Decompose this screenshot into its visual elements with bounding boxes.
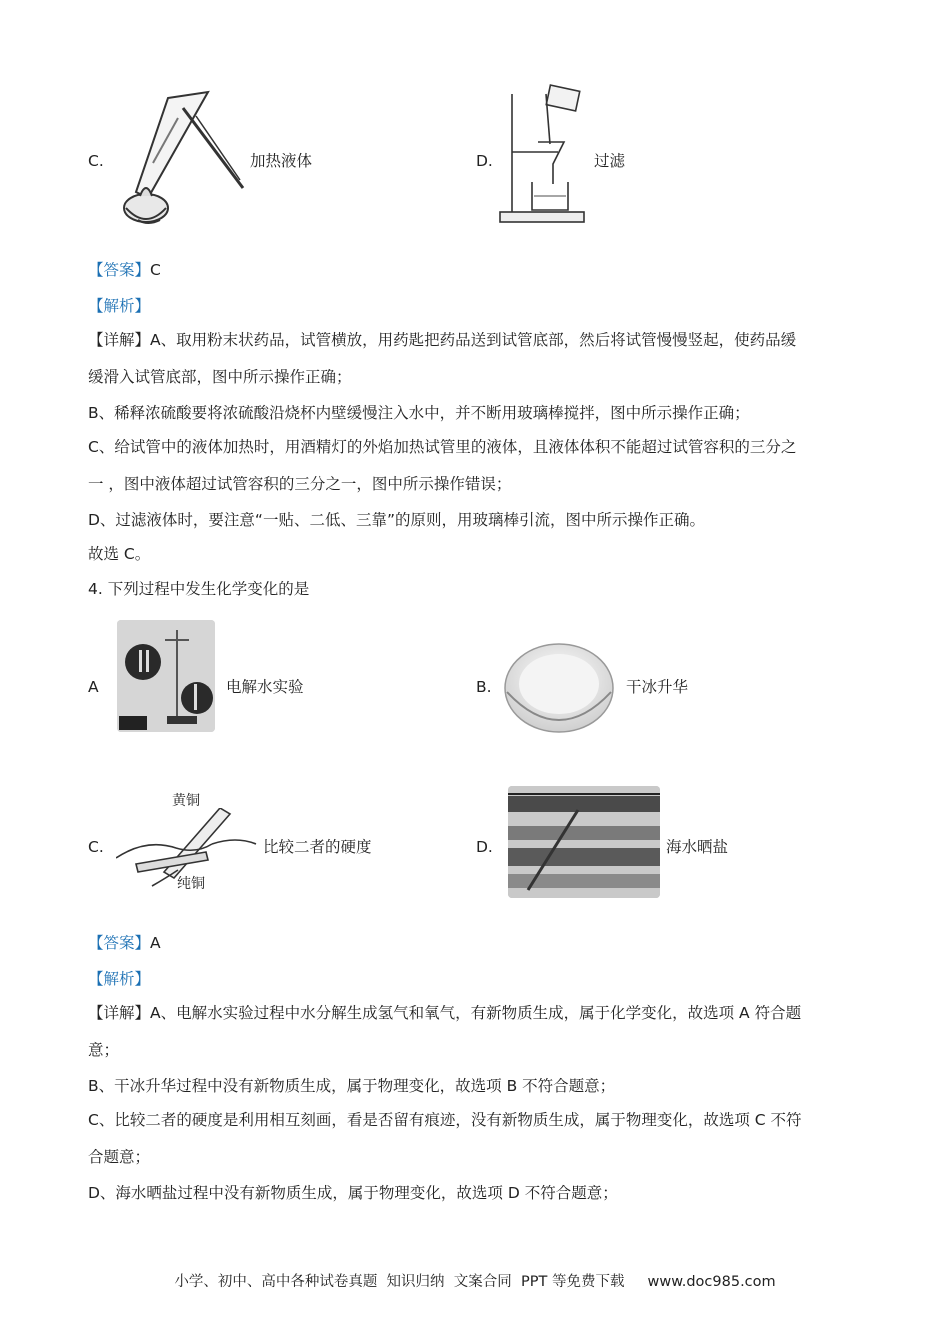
q3-analysis-tag: 【解析】 xyxy=(88,297,151,315)
q3-answer-value: C xyxy=(150,261,161,279)
q3-answer-tag: 【答案】 xyxy=(88,261,151,279)
q4-option-a-caption: 电解水实验 xyxy=(226,678,304,696)
q3-detail-line: D、过滤液体时，要注意“一贴、二低、三靠”的原则，用玻璃棒引流，图中所示操作正确。 xyxy=(88,511,705,529)
q4-option-d-caption: 海水晒盐 xyxy=(666,838,729,856)
q4-option-c-letter: C. xyxy=(88,838,104,856)
q3-detail-line: 【详解】A、取用粉末状药品，试管横放，用药匙把药品送到试管底部，然后将试管慢慢竖起，使药品缓 xyxy=(88,331,797,349)
q3-detail-line: 故选 C。 xyxy=(88,545,151,563)
heating-liquid-figure xyxy=(108,88,248,230)
electrolysis-photo xyxy=(117,620,215,732)
q4-option-b-letter: B. xyxy=(476,678,492,696)
q3-detail-line: 一 ，图中液体超过试管容积的三分之一，图中所示操作错误； xyxy=(88,475,512,493)
q3-answer-row xyxy=(88,259,161,281)
q4-option-a-letter: A xyxy=(88,678,99,696)
q4-option-d-letter: D. xyxy=(476,838,493,856)
q3-detail-line: C、给试管中的液体加热时，用酒精灯的外焰加热试管里的液体，且液体体积不能超过试管容积的三分之 xyxy=(88,438,797,456)
q4-question: 4. 下列过程中发生化学变化的是 xyxy=(88,580,310,598)
q4-detail-line: 意； xyxy=(88,1041,120,1059)
q4-answer-row xyxy=(88,932,161,954)
pure-copper-label: 纯铜 xyxy=(177,876,205,892)
q4-answer-value: A xyxy=(150,934,161,952)
brass-label: 黄铜 xyxy=(172,793,200,809)
q4-analysis-tag: 【解析】 xyxy=(88,970,151,988)
q4-detail-line: 【详解】A、电解水实验过程中水分解生成氢气和氧气，有新物质生成，属于化学变化，故选项 A 符合题 xyxy=(88,1004,802,1022)
q4-answer-tag: 【答案】 xyxy=(88,934,151,952)
q4-detail-line: B、干冰升华过程中没有新物质生成，属于物理变化，故选项 B 不符合题意； xyxy=(88,1077,616,1095)
option-d-caption: 过滤 xyxy=(594,152,626,170)
q4-detail-line: 合题意； xyxy=(88,1148,151,1166)
q4-detail-line: D、海水晒盐过程中没有新物质生成，属于物理变化，故选项 D 不符合题意； xyxy=(88,1184,618,1202)
option-d-letter: D. xyxy=(476,152,493,170)
q4-option-c-caption: 比较二者的硬度 xyxy=(263,838,372,856)
q3-detail-line: B、稀释浓硫酸要将浓硫酸沿烧杯内壁缓慢注入水中，并不断用玻璃棒搅拌，图中所示操作正确； xyxy=(88,404,750,422)
sea-salt-photo xyxy=(508,786,660,898)
q3-detail-line: 缓滑入试管底部，图中所示操作正确； xyxy=(88,368,352,386)
page-footer: 小学、初中、高中各种试卷真题 知识归纳 文案合同 PPT 等免费下载 www.doc985.com xyxy=(174,1274,776,1290)
q4-option-b-caption: 干冰升华 xyxy=(626,678,689,696)
option-c-caption: 加热液体 xyxy=(250,152,313,170)
option-c-letter: C. xyxy=(88,152,104,170)
hardness-comparison-figure xyxy=(116,808,261,888)
dry-ice-figure xyxy=(503,638,615,742)
filtration-figure xyxy=(498,84,588,226)
q4-detail-line: C、比较二者的硬度是利用相互刻画，看是否留有痕迹，没有新物质生成，属于物理变化，故选项 C 不符 xyxy=(88,1111,802,1129)
